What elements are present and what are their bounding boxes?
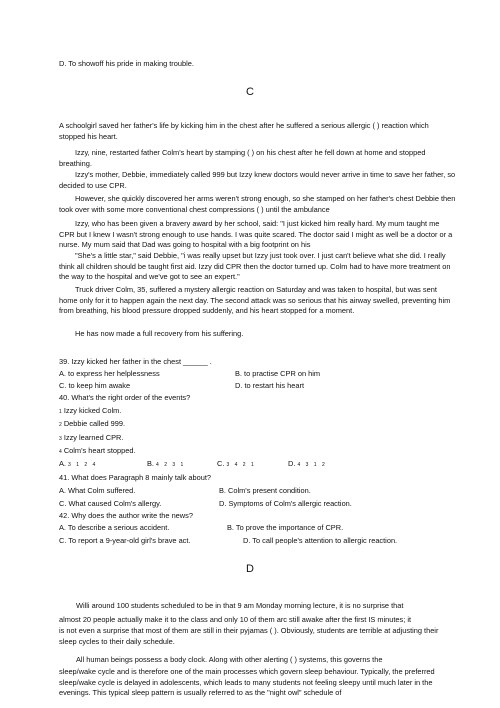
question-40-option-b (147, 459, 185, 470)
event-1-text: Izzy kicked Colm. (63, 406, 122, 415)
event-4 (59, 446, 136, 457)
paragraph-d2-rest: sleep/wake cycle and is therefore one of the main processes which govern sleep behaviour. Typically, the preferred sleep/wake cycle is delayed in adolescents, which leads to many students not feeling sleepy until much later in the evenings. This typical sleep pattern is usually referred to as the "night owl" schedule of (59, 667, 435, 698)
question-42-option-a: A. To describe a serious accident. (59, 523, 170, 532)
question-42-option-b: B. To prove the importance of CPR. (227, 523, 344, 532)
event-1 (59, 406, 121, 417)
paragraph-c2: Izzy, nine, restarted father Colm's heart by stamping ( ) on his chest after he fell down at home and stopped breathing. (59, 148, 426, 168)
paragraph-d1-rest: is not even a surprise that most of them are still in their pyjamas ( ). Obviously, students are terrible at adjusting their sleep cycles to their daily schedule. (59, 626, 439, 646)
option-d-letter: D. (288, 459, 296, 468)
option-b-sequence: 4 2 3 1 (156, 462, 186, 468)
question-42-option-d: D. To call people's attention to allergic reaction. (243, 536, 398, 545)
question-41-option-b: B. Colm's present condition. (219, 486, 311, 495)
question-41-stem: 41. What does Paragraph 8 mainly talk about? (59, 473, 212, 482)
question-41-option-a: A. What Colm suffered. (59, 486, 136, 495)
section-d-heading: D (246, 563, 254, 575)
option-d-previous: D. To showoff his pride in making trouble. (59, 59, 194, 68)
question-40-option-d (288, 459, 327, 470)
question-39-option-a: A. to express her helplessness (59, 369, 160, 378)
paragraph-c1: A schoolgirl saved her father's life by kicking him in the chest after he suffered a serious allergic ( ) reaction which stopped his heart. (59, 121, 429, 141)
question-39-option-c: C. to keep him awake (59, 381, 131, 390)
paragraph-d1-line2: almost 20 people actually make it to the class and only 10 of them arc still awake after the first IS minutes; it (59, 615, 412, 624)
event-2 (59, 419, 125, 430)
paragraph-c7: Truck driver Colm, 35, suffered a mystery allergic reaction on Saturday and was taken to hospital, but was sent home only for it to happen again the next day. The second attack was so serious that his airway swelled, preventing him from breathing, his blood pressure dropped suddenly, and his heart stopped for a moment. (59, 285, 451, 316)
question-42-stem: 42. Why does the author write the news? (59, 511, 193, 520)
paragraph-d1-line1: Willi around 100 students scheduled to be in that 9 am Monday morning lecture, it is no surprise that (76, 601, 404, 610)
section-c-heading: C (246, 86, 254, 98)
question-42-option-c: C. To report a 9-year-old girl's brave act. (59, 536, 191, 545)
option-a-sequence: 3 1 2 4 (68, 462, 98, 468)
question-41-option-c: C. What caused Colm's allergy. (59, 499, 162, 508)
event-2-number: 2 (59, 422, 62, 428)
event-3-text: Izzy learned CPR. (63, 433, 124, 442)
option-c-sequence: 3 4 2 1 (226, 462, 256, 468)
event-3-number: 3 (59, 436, 62, 442)
paragraph-c8: He has now made a full recovery from his suffering. (75, 329, 244, 338)
option-c-letter: C. (217, 459, 225, 468)
event-4-text: Colm's heart stopped. (63, 446, 136, 455)
paragraph-c5: Izzy, who has been given a bravery award by her school, said: "I just kicked him really hard. My mum taught me CPR but I knew I wasn't strong enough to use hands. I was quite scared. The doctor said I might as well be a doctor or a nurse. My mum said that Dad was going to hospital with a big footprint on his (59, 219, 453, 250)
option-a-letter: A. (59, 459, 66, 468)
option-d-sequence: 4 3 1 2 (297, 462, 327, 468)
event-1-number: 1 (59, 409, 62, 415)
paragraph-c4: However, she quickly discovered her arms weren't strong enough, so she stamped on her father's chest Debbie then took over with some more conventional chest compressions ( ) until the ambulance (59, 194, 456, 214)
option-b-letter: B. (147, 459, 154, 468)
question-40-stem: 40. What's the right order of the events? (59, 393, 191, 402)
event-2-text: Debbie called 999. (63, 419, 126, 428)
question-40-option-a (59, 459, 97, 470)
question-39-option-b: B. to practise CPR on him (235, 369, 321, 378)
event-3 (59, 433, 123, 444)
question-40-option-c (217, 459, 256, 470)
event-4-number: 4 (59, 449, 62, 455)
paragraph-c6: "She's a little star," said Debbie, "i was really upset but Izzy just took over. I just can't believe what she did. I really think all children should be taught first aid. Izzy did CPR then the doctor turned up. Colm had to have more treatment on the way to the hospital and we've got to see an expert." (59, 251, 451, 282)
question-41-option-d: D. Symptoms of Colm's allergic reaction. (219, 499, 352, 508)
question-39-stem: 39. Izzy kicked her father in the chest ______ . (59, 357, 212, 366)
paragraph-c3: Izzy's mother, Debbie, immediately called 999 but Izzy knew doctors would never arrive in time to save her father, so decided to use CPR. (59, 170, 456, 190)
question-39-option-d: D. to restart his heart (235, 381, 305, 390)
paragraph-d2-line1: All human beings possess a body clock. Along with other alerting ( ) systems, this governs the (76, 655, 383, 664)
